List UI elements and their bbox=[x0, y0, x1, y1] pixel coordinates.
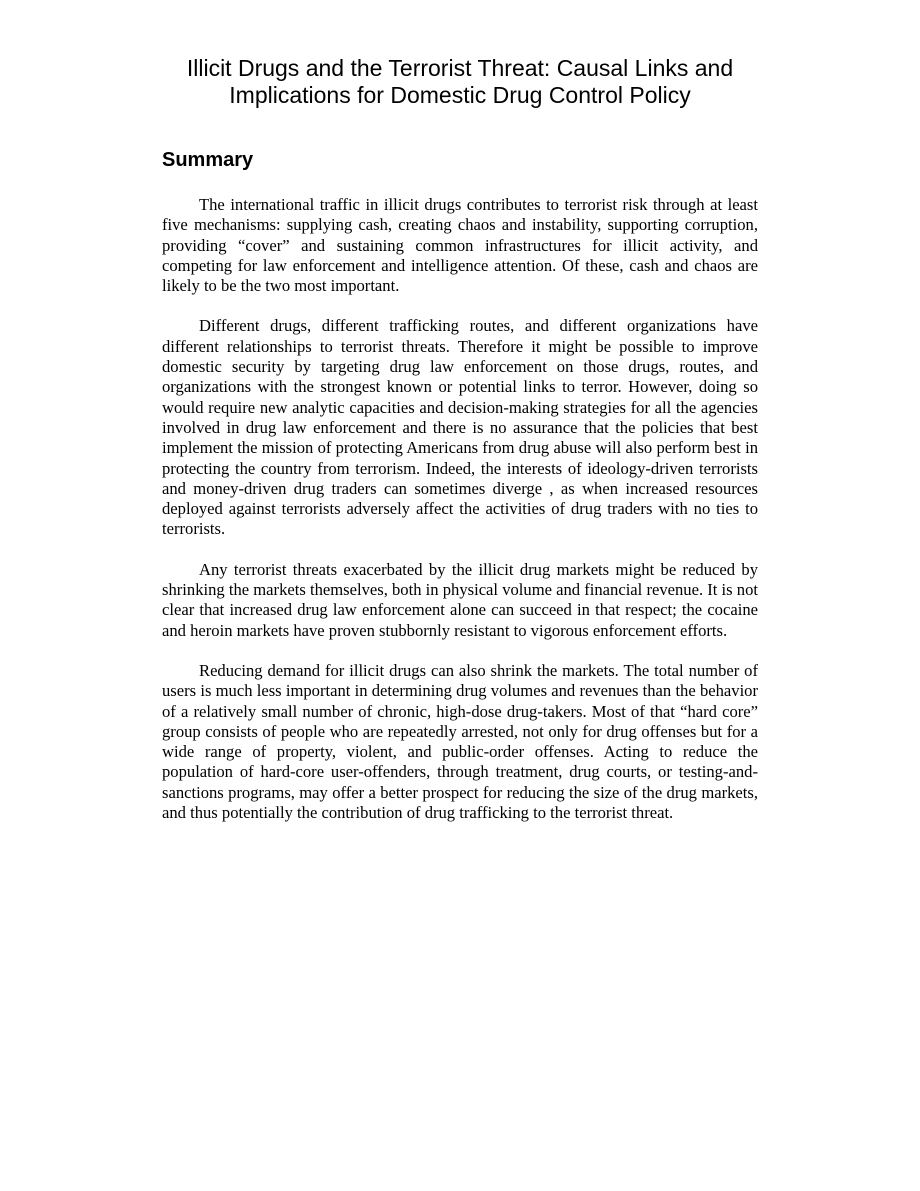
summary-paragraph-3: Any terrorist threats exacerbated by the illicit drug markets might be reduced by shrinking the markets themselves, both in physical volume and financial revenue. It is not clear that increased drug law enforcement alone can succeed in that respect; the cocaine and heroin markets have proven stubbornly resistant to vigorous enforcement efforts. bbox=[162, 559, 758, 640]
section-heading-summary: Summary bbox=[162, 149, 254, 171]
document-page bbox=[162, 50, 758, 823]
document-title-line-1: Illicit Drugs and the Terrorist Threat: Causal Links and bbox=[186, 55, 734, 81]
summary-paragraph-4: Reducing demand for illicit drugs can also shrink the markets. The total number of users is much less important in determining drug volumes and revenues than the behavior of a relatively small number of chronic, high-dose drug-takers. Most of that “hard core” group consists of people who are repeatedly arrested, not only for drug offenses but for a wide range of property, violent, and public-order offenses. Acting to reduce the population of hard-core user-offenders, through treatment, drug courts, or testing-and-sanctions programs, may offer a better prospect for reducing the size of the drug markets, and thus potentially the contribution of drug trafficking to the terrorist threat. bbox=[162, 660, 758, 823]
summary-paragraph-1: The international traffic in illicit drugs contributes to terrorist risk through at least five mechanisms: supplying cash, creating chaos and instability, supporting corruption, providing “cover” and sustaining common infrastructures for illicit activity, and competing for law enforcement and intelligence attention. Of these, cash and chaos are likely to be the two most important. bbox=[162, 195, 758, 296]
document-title bbox=[150, 55, 770, 109]
document-title-line-2: Implications for Domestic Drug Control Policy bbox=[229, 82, 691, 108]
summary-paragraph-2: Different drugs, different trafficking routes, and different organizations have different relationships to terrorist threats. Therefore it might be possible to improve domestic security by targeting drug law enforcement on those drugs, routes, and organizations with the strongest known or potential links to terror. However, doing so would require new analytic capacities and decision-making strategies for all the agencies involved in drug law enforcement and there is no assurance that the policies that best implement the mission of protecting Americans from drug abuse will also perform best in protecting the country from terrorism. Indeed, the interests of ideology-driven terrorists and money-driven drug traders can sometimes diverge , as when increased resources deployed against terrorists adversely affect the activities of drug traders with no ties to terrorists. bbox=[162, 316, 758, 539]
